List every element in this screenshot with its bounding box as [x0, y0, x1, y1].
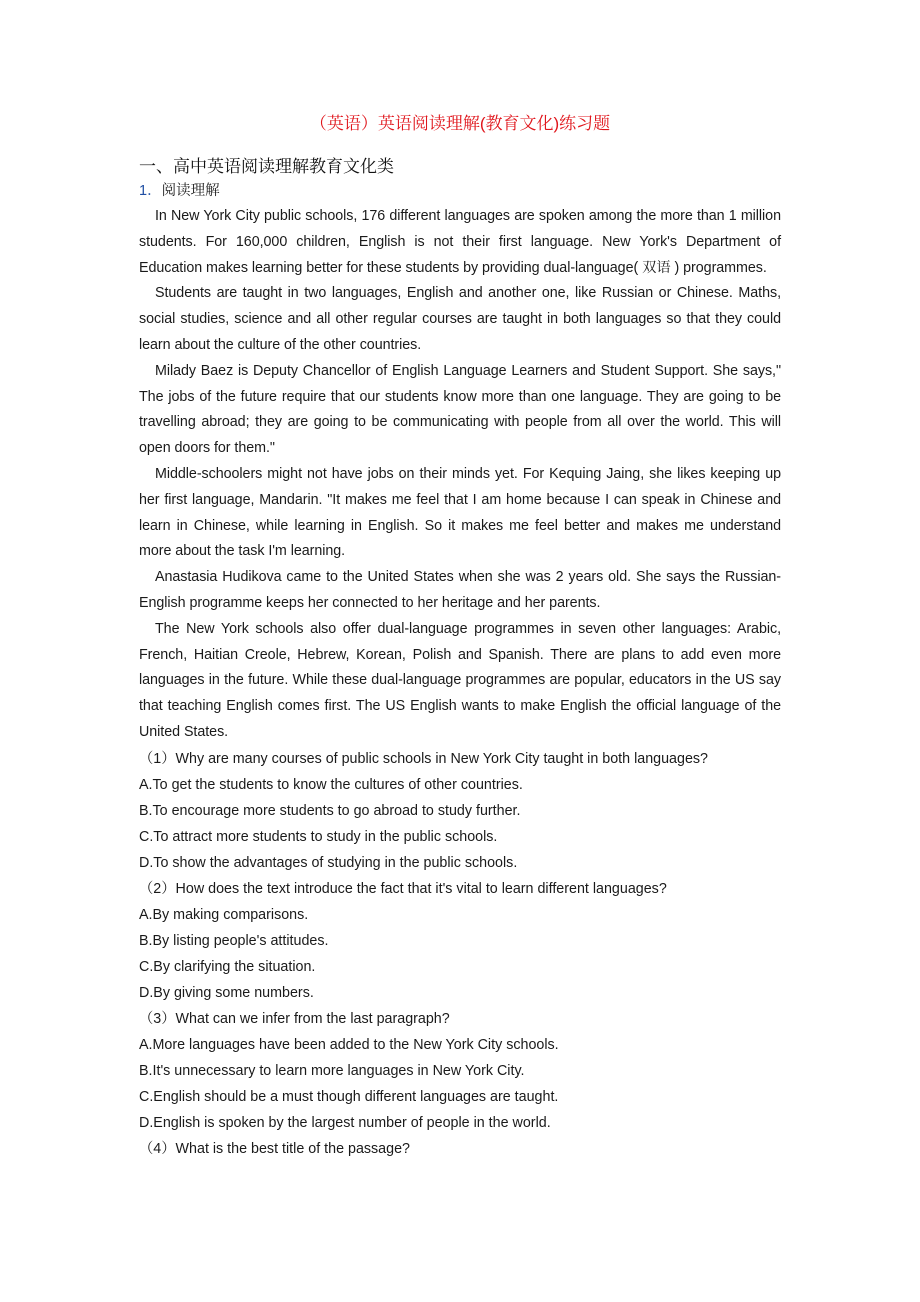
answer-option: B.To encourage more students to go abroad to study further.: [139, 802, 521, 819]
passage-paragraph: Students are taught in two languages, English and another one, like Russian or Chinese. Maths, social studies, science and all other regular courses are taught in both languages so that they could learn about the culture of the other countries.: [139, 285, 781, 353]
question-prompt: （3）What can we infer from the last paragraph?: [139, 1010, 450, 1027]
document-page: [139, 108, 781, 1162]
question-item: [139, 746, 781, 876]
answer-option: C.English should be a must though different languages are taught.: [139, 1088, 559, 1105]
answer-option: A.To get the students to know the cultures of other countries.: [139, 776, 523, 793]
section-heading: 一、高中英语阅读理解教育文化类: [139, 157, 394, 176]
question-item: [139, 876, 781, 1006]
document-title: （英语）英语阅读理解(教育文化)练习题: [309, 114, 611, 133]
question-label: 阅读理解: [161, 183, 220, 199]
reading-passage: [139, 204, 781, 746]
question-prompt: （2）How does the text introduce the fact that it's vital to learn different languages?: [139, 880, 667, 897]
passage-paragraph: Anastasia Hudikova came to the United States when she was 2 years old. She says the Russian-English programme keeps her connected to her heritage and her parents.: [139, 569, 781, 611]
question-item: [139, 1006, 781, 1136]
answer-option: B.It's unnecessary to learn more languages in New York City.: [139, 1062, 525, 1079]
question-prompt: （1）Why are many courses of public schools in New York City taught in both languages?: [139, 750, 708, 767]
answer-option: C.To attract more students to study in the public schools.: [139, 828, 498, 845]
question-item: [139, 1136, 781, 1162]
passage-paragraph: Middle-schoolers might not have jobs on their minds yet. For Kequing Jaing, she likes keeping up her first language, Mandarin. "It makes me feel that I am home because I can speak in Chinese and learn in Chinese, while learning in English. So it makes me feel better and makes me understand more about the task I'm learning.: [139, 465, 781, 560]
answer-option: B.By listing people's attitudes.: [139, 932, 329, 949]
answer-option: A.More languages have been added to the New York City schools.: [139, 1036, 559, 1053]
answer-option: D.English is spoken by the largest number of people in the world.: [139, 1114, 551, 1131]
question-number: 1．: [139, 183, 162, 199]
answer-option: A.By making comparisons.: [139, 906, 309, 923]
answer-option: D.By giving some numbers.: [139, 984, 314, 1001]
passage-paragraph: In New York City public schools, 176 different languages are spoken among the more than 1 million students. For 160,000 children, English is not their first language. New York's Department of Education makes learning better for these students by providing dual-language( 双语 ) programmes.: [139, 208, 781, 276]
answer-option: C.By clarifying the situation.: [139, 958, 316, 975]
answer-option: D.To show the advantages of studying in the public schools.: [139, 854, 518, 871]
passage-paragraph: The New York schools also offer dual-language programmes in seven other languages: Arabic, French, Haitian Creole, Hebrew, Korean, Polish and Spanish. There are plans to add even more languages in the future. While these dual-language programmes are popular, educators in the US say that teaching English comes first. The US English wants to make English the official language of the United States.: [139, 620, 781, 740]
question-block-header: [139, 180, 781, 202]
passage-paragraph: Milady Baez is Deputy Chancellor of English Language Learners and Student Support. She says," The jobs of the future require that our students know more than one language. They are going to be travelling abroad; they are going to be communicating with people from all over the world. This will open doors for them.": [139, 362, 781, 457]
question-list: [139, 746, 781, 1162]
question-prompt: （4）What is the best title of the passage?: [139, 1140, 410, 1157]
